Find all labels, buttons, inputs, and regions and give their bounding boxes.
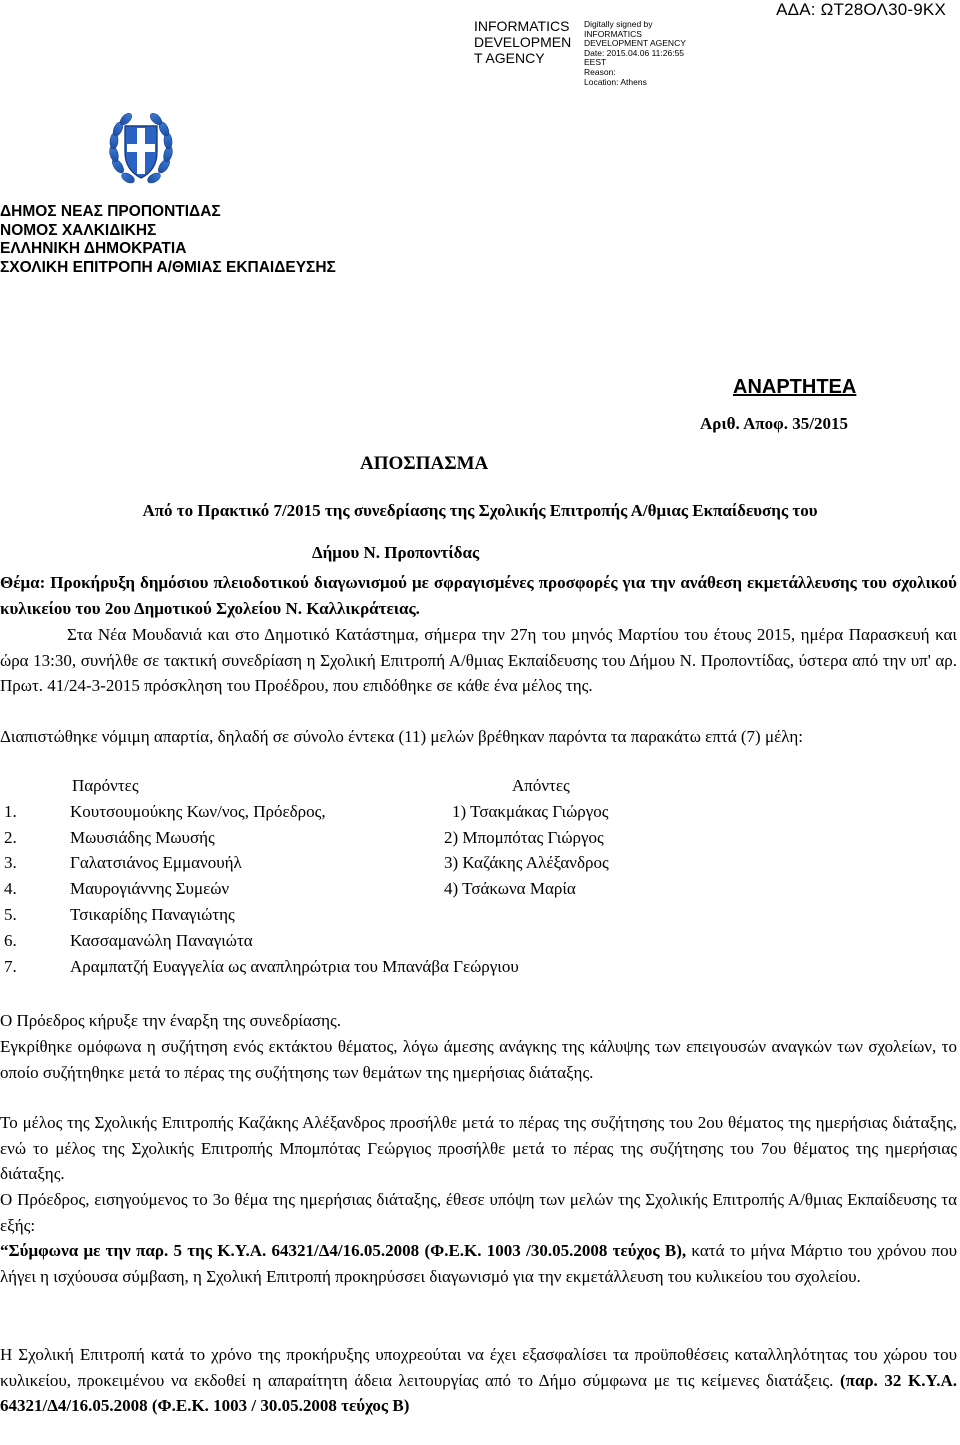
present-member: Αραμπατζή Ευαγγελία ως αναπληρώτρια του Μπανάβα Γεώργιου	[70, 956, 519, 976]
attendance-row	[0, 928, 957, 954]
intro-text: Στα Νέα Μουδανιά και στο Δημοτικό Κατάστημα, σήμερα την 27η του μηνός Μαρτίου του έτους 2015, ημέρα Παρασκευή και ώρα 13:30, συνήλθε σε τακτική συνεδρίαση η Σχολική Επιτροπή Α/θμιας Εκπαίδευσης του Δήμου Ν. Προποντίδας, ύστερα από την υπ' αρ. Πρωτ. 41/24-3-2015 πρόσκληση του Προέδρου, που επιδόθηκε σε κάθε ένα μέλος της.	[0, 625, 957, 695]
row-number: 7.	[4, 956, 17, 976]
attendance-list	[0, 773, 957, 979]
minutes-title-line: Δήμου Ν. Προποντίδας	[312, 543, 480, 562]
absent-member: 3) Καζάκης Αλέξανδρος	[444, 853, 609, 873]
absent-member: 4) Τσάκωνα Μαρία	[444, 879, 576, 899]
start-paragraph: Ο Πρόεδρος κήρυξε την έναρξη της συνεδρίασης.	[0, 1011, 341, 1030]
obligation-reference: (παρ. 32 Κ.Υ.Α. 64321/Δ4/16.05.2008 (Φ.Ε.Κ. 1003 / 30.05.2008 τεύχος Β)	[0, 1370, 958, 1415]
obligation-text: Η Σχολική Επιτροπή κατά το χρόνο της προκήρυξης υποχρεούται να έχει εξασφαλίσει τα προϋποθέσεις καταλληλότητας του χώρου του κυλικείου, προκειμένου να εκδοθεί η απαραίτητη άδεια λειτουργίας από το Δήμο σύμφωνα με τις κείμενες διατάξεις.	[0, 1345, 957, 1390]
issuer-line: ΝΟΜΟΣ ΧΑΛΚΙΔΙΚΗΣ	[0, 221, 157, 239]
signature-detail-line: Digitally signed by	[584, 19, 653, 29]
row-number: 6.	[4, 930, 17, 950]
present-member: Μωυσιάδης Μωυσής	[70, 827, 215, 847]
signature-detail-line: DEVELOPMENT AGENCY	[584, 38, 686, 49]
attendance-row	[0, 799, 957, 825]
attendance-header-row	[0, 773, 957, 799]
posting-label: ΑΝΑΡΤΗΤΕΑ	[733, 376, 857, 398]
issuer-block	[0, 203, 336, 277]
law-text: κατά το μήνα Μάρτιο του χρόνου που λήγει η ισχύουσα σύμβαση, η Σχολική Επιτροπή προκηρύσσει διαγωνισμό για την εκμετάλλευση του κυλικείου του σχολείου.	[0, 1241, 957, 1286]
attendance-row	[0, 850, 957, 876]
attendance-row	[0, 876, 957, 902]
signature-detail-line: Location: Athens	[584, 76, 647, 87]
signature-name-line: T AGENCY	[474, 50, 545, 66]
president-paragraph: Ο Πρόεδρος, εισηγούμενος το 3ο θέμα της ημερήσιας διάταξης, έθεσε υπόψη των μελών της Σχολικής Επιτροπής Α/θμιας Εκπαίδευσης τα εξής:	[0, 1190, 957, 1235]
signature-name-line: INFORMATICS	[474, 18, 570, 34]
attendance-row	[0, 825, 957, 851]
ada-code: ΑΔΑ: ΩΤ28ΟΛ30-9ΚΧ	[776, 0, 946, 19]
subject: Θέμα: Προκήρυξη δημόσιου πλειοδοτικού διαγωνισμού με σφραγισμένες προσφορές για την ανάθεση εκμετάλλευσης του σχολικού κυλικείου του 2ου Δημοτικού Σχολείου Ν. Καλλικράτειας.	[0, 573, 957, 618]
issuer-line: ΕΛΛΗΝΙΚΗ ΔΗΜΟΚΡΑΤΙΑ	[0, 240, 187, 257]
issuer-line: ΔΗΜΟΣ ΝΕΑΣ ΠΡΟΠΟΝΤΙΔΑΣ	[0, 203, 221, 220]
quorum-paragraph: Διαπιστώθηκε νόμιμη απαρτία, δηλαδή σε σύνολο έντεκα (11) μελών βρέθηκαν παρόντα τα παρακάτω επτά (7) μέλη:	[0, 727, 803, 746]
present-member: Τσικαρίδης Παναγιώτης	[70, 904, 235, 924]
signature-detail-line: Date: 2015.04.06 11:26:55	[584, 47, 685, 58]
row-number: 3.	[4, 853, 17, 873]
signature-name-line: DEVELOPMEN	[474, 34, 572, 50]
greek-emblem-icon	[108, 108, 174, 188]
minutes-title	[0, 490, 960, 574]
absent-member: 1) Τσακμάκας Γιώργος	[452, 801, 609, 821]
present-member: Γαλατσιάνος Εμμανουήλ	[70, 853, 242, 873]
present-member: Μαυρογιάννης Συμεών	[70, 879, 230, 899]
row-number: 1.	[4, 801, 17, 821]
minutes-title-line: Από το Πρακτικό 7/2015 της συνεδρίασης της Σχολικής Επιτροπής Α/θμιας Εκπαίδευσης του	[142, 501, 818, 520]
signature-detail-line: INFORMATICS	[584, 28, 642, 39]
row-number: 2.	[4, 827, 17, 847]
present-member: Κουτσουμούκης Κων/νος, Πρόεδρος,	[70, 801, 326, 821]
approval-paragraph: Εγκρίθηκε ομόφωνα η συζήτηση ενός εκτάκτου θέματος, λόγω άμεσης ανάγκης της κάλυψης των επειγουσών αναγκών των σχολείων, το οποίο συζήτηθηκε μετά το πέρας της συζήτησης των θεμάτων της ημερήσιας διάταξης.	[0, 1037, 957, 1082]
issuer-line: ΣΧΟΛΙΚΗ ΕΠΙΤΡΟΠΗ Α/ΘΜΙΑΣ ΕΚΠΑΙΔΕΥΣΗΣ	[0, 258, 336, 276]
extract-heading: ΑΠΟΣΠΑΣΜΑ	[360, 453, 489, 474]
members-arrival-paragraph: Το μέλος της Σχολικής Επιτροπής Καζάκης Αλέξανδρος προσήλθε μετά το πέρας της συζήτησης του 2ου θέματος της ημερήσιας διάταξης, ενώ το μέλος της Σχολικής Επιτροπής Μπομπότας Γεώργιος προσήλθε μετά το πέρας της συζήτησης του 7ου θέματος της ημερήσιας διάταξης.	[0, 1113, 957, 1183]
decision-number: Αριθ. Αποφ. 35/2015	[700, 414, 849, 433]
attendance-row	[0, 902, 957, 928]
attendance-row	[0, 954, 957, 980]
law-paragraph	[0, 1238, 957, 1289]
signature-detail-line: Reason:	[584, 66, 616, 77]
row-number: 5.	[4, 904, 17, 924]
present-member: Κασσαμανώλη Παναγιώτα	[70, 930, 253, 950]
law-reference: “Σύμφωνα με την παρ. 5 της Κ.Υ.Α. 64321/Δ4/16.05.2008 (Φ.Ε.Κ. 1003 /30.05.2008 τεύχος Β),	[0, 1241, 687, 1260]
obligation-paragraph	[0, 1342, 957, 1419]
signature-name	[474, 18, 584, 66]
intro-paragraph	[0, 622, 957, 699]
present-header: Παρόντες	[72, 776, 139, 795]
signature-details	[584, 20, 704, 87]
row-number: 4.	[4, 879, 17, 899]
absent-member: 2) Μπομπότας Γιώργος	[444, 827, 604, 847]
signature-detail-line: EEST	[584, 57, 607, 68]
absent-header: Απόντες	[512, 776, 570, 795]
